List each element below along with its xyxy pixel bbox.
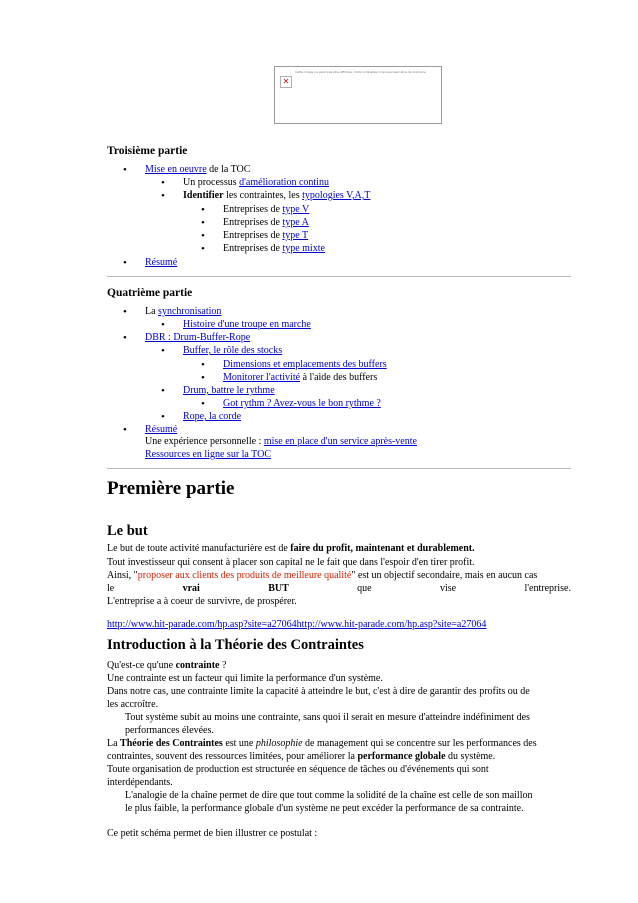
link-drum[interactable]: Drum, battre le rythme [183,385,275,396]
link-type-a[interactable]: type A [282,217,309,228]
broken-image-icon: ✕ [280,76,292,88]
link-type-t[interactable]: type T [282,230,309,241]
paragraph-indented: le plus faible, la performance globale d'un système ne peut excéder la performance de sa contrainte. [125,803,524,814]
link-rope[interactable]: Rope, la corde [183,411,242,422]
part3-title: Troisième partie [107,145,188,157]
link-resume-3[interactable]: Résumé [145,257,178,268]
link-experience[interactable]: mise en place d'un service après-vente [263,436,417,447]
paragraph: La Théorie des Contraintes est une philosophie de management qui se concentre sur les performances des [107,738,537,749]
list-item-continuation [145,449,271,461]
link-type-v[interactable]: type V [282,204,310,215]
link-mise-en-oeuvre[interactable]: Mise en oeuvre [145,164,207,175]
paragraph-justified: le vrai BUT que vise l'entreprise. [107,583,571,594]
link-dbr[interactable]: DBR : Drum-Buffer-Rope [145,332,251,343]
paragraph: Le but de toute activité manufacturière est de faire du profit, maintenant et durablement. [107,543,475,554]
part1-title: Première partie [107,478,235,499]
link-amelioration[interactable]: d'amélioration continu [239,177,329,188]
link-dimensions[interactable]: Dimensions et emplacements des buffers [223,359,387,370]
list-item [183,411,241,423]
list-item [183,319,311,331]
list-item: • Mise en oeuvre de la TOC [145,164,250,176]
list-item: • Un processus d'amélioration continu [183,177,329,189]
intro-title: Introduction à la Théorie des Contraintes [107,637,364,653]
link-histoire[interactable]: Histoire d'une troupe en marche [183,319,311,330]
list-item [183,345,282,357]
list-item: • La synchronisation [145,306,221,318]
link-typologies[interactable]: typologies V,A,T [302,190,371,201]
paragraph-indented: Tout système subit au moins une contrainte, sans quoi il serait en mesure d'atteindre indéfiniment des [125,712,530,723]
paragraph: Qu'est-ce qu'une contrainte ? [107,660,227,671]
paragraph-indented: L'analogie de la chaîne permet de dire que tout comme la solidité de la chaîne est celle de son maillon [125,790,533,801]
link-synchronisation[interactable]: synchronisation [158,306,222,317]
part4-title: Quatrième partie [107,287,193,299]
list-item [223,359,387,371]
link-resume-4[interactable]: Résumé [145,424,178,435]
list-item: • Monitorer l'activité à l'aide des buffers [223,372,377,384]
list-item: • Identifier les contraintes, les typologies V,A,T [183,190,370,202]
section-divider [107,276,571,277]
link-monitorer[interactable]: Monitorer l'activité [223,372,301,383]
link-hit-parade[interactable]: http://www.hit-parade.com/hp.asp?site=a27064http://www.hit-parade.com/hp.asp?site=a27064 [107,619,487,630]
list-item: • Entreprises de type mixte [223,243,325,255]
list-item [183,385,275,397]
list-item [145,257,177,269]
paragraph: Ainsi, "proposer aux clients des produits de meilleure qualité" est un objectif secondaire, mais en aucun cas [107,570,538,581]
paragraph-indented: performances élevées. [125,725,214,736]
but-title: Le but [107,523,148,539]
list-item: • Entreprises de type T [223,230,308,242]
list-item: • Entreprises de type A [223,217,309,229]
list-item [223,398,381,410]
image-alt-text: Cette image ne peut pas être affichée. Votre ordinateur manque peut-être de mémoire [295,70,426,74]
section-divider [107,468,571,469]
list-item [145,332,250,344]
paragraph: les accroître. [107,699,159,710]
paragraph: Tout investisseur qui consent à placer son capital ne le fait que dans l'espoir d'en tirer profit. [107,557,475,568]
paragraph: Toute organisation de production est structurée en séquence de tâches ou d'événements qui sont [107,764,489,775]
paragraph: Dans notre cas, une contrainte limite la capacité à atteindre le but, c'est à dire de garantir des profits ou de [107,686,530,697]
link-got-rythm[interactable]: Got rythm ? Avez-vous le bon rythme ? [223,398,381,409]
link-ressources[interactable]: Ressources en ligne sur la TOC [145,449,272,460]
paragraph: L'entreprise a à coeur de survivre, de prospérer. [107,596,297,607]
link-type-mixte[interactable]: type mixte [282,243,325,254]
broken-image [274,66,442,124]
paragraph: Ce petit schéma permet de bien illustrer ce postulat : [107,828,318,839]
list-item [145,424,177,436]
paragraph: interdépendants. [107,777,173,788]
list-item: • Entreprises de type V [223,204,309,216]
paragraph: Une contrainte est un facteur qui limite la performance d'un système. [107,673,383,684]
paragraph: contraintes, souvent des ressources limitées, pour améliorer la performance globale du système. [107,751,496,762]
list-item-continuation: Une expérience personnelle : mise en place d'un service après-vente [145,436,417,447]
link-buffer[interactable]: Buffer, le rôle des stocks [183,345,283,356]
